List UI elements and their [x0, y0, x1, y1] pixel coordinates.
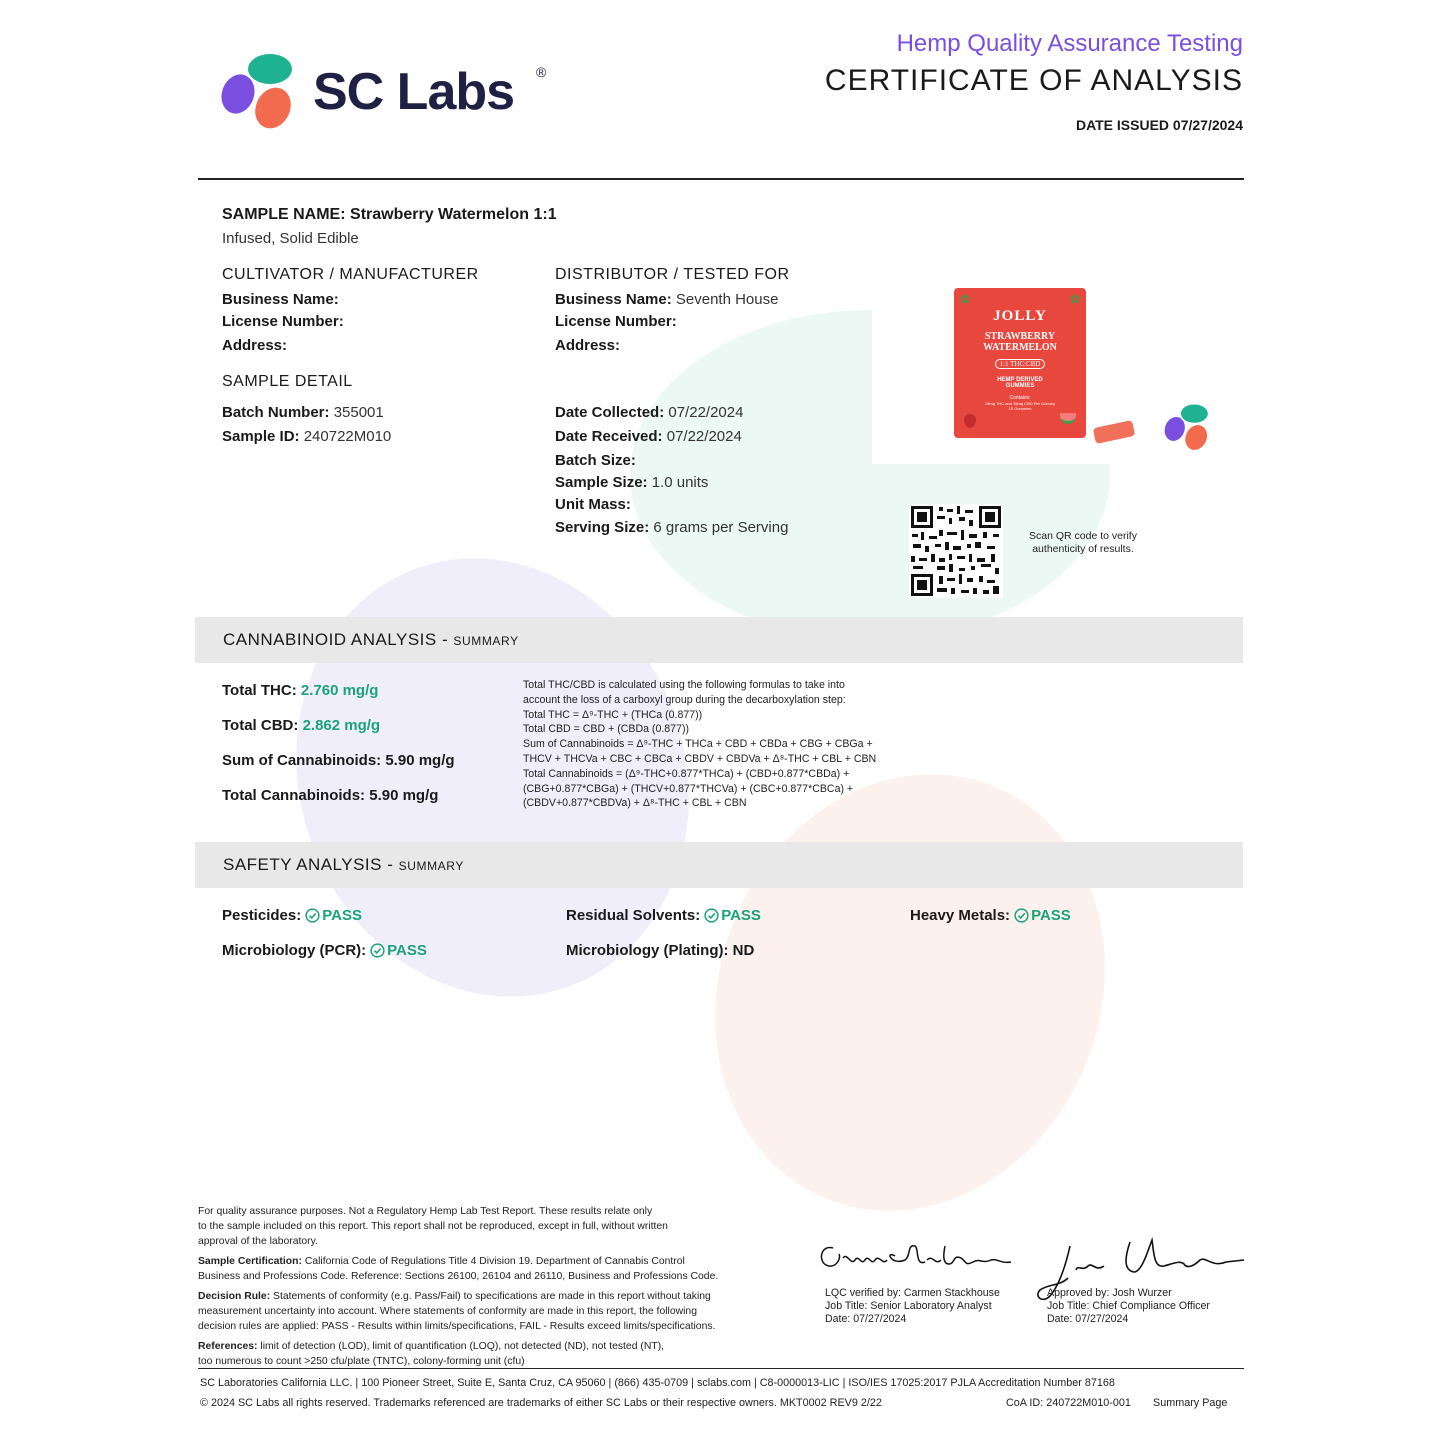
sample-id-value: 240722M010	[303, 428, 392, 445]
total-thc	[222, 682, 378, 699]
cert-line: Business and Professions Code. Reference: Sections 26100, 26104 and 26110, Business and Professions Code.	[198, 1271, 719, 1282]
product-line2: WATERMELON	[983, 342, 1057, 353]
distributor-address-label: Address:	[555, 337, 621, 354]
qr-code-icon	[909, 504, 1003, 598]
distributor-business-label: Business Name:	[555, 291, 672, 308]
pesticides-result	[222, 907, 362, 924]
logo-mark-icon	[1162, 402, 1212, 454]
formula-line: Total CBD = CBD + (CBDa (0.877))	[523, 723, 690, 736]
metals-label: Heavy Metals:	[910, 907, 1011, 924]
product-package-image	[954, 288, 1086, 438]
product-fine3: 15 Gummies	[1008, 406, 1032, 411]
date-issued: DATE ISSUED 07/27/2024	[1075, 117, 1243, 133]
residual-solvents-result	[566, 907, 761, 924]
micro-pcr-label: Microbiology (PCR):	[222, 942, 367, 959]
lab-address-line: SC Laboratories California LLC. | 100 Pioneer Street, Suite E, Santa Cruz, CA 95060 | (866) 435-0709 | sclabs.com | C8-0000013-LIC | ISO/IES 17025:2017 PJLA Accreditation Number 87168	[200, 1377, 1115, 1389]
total-cbd	[222, 717, 380, 734]
serving-size-label: Serving Size:	[555, 519, 650, 536]
approved-line2: Job Title: Chief Compliance Officer	[1047, 1300, 1210, 1312]
qr-caption-line1: Scan QR code to verify	[1029, 530, 1137, 542]
summary-page-label: Summary Page	[1153, 1397, 1228, 1409]
micro-plating-label: Microbiology (Plating):	[566, 942, 729, 959]
cannabinoid-section-header	[195, 617, 1243, 663]
formula-line: Total THC/CBD is calculated using the following formulas to take into	[523, 679, 845, 691]
cultivator-heading: CULTIVATOR / MANUFACTURER	[222, 266, 479, 283]
product-image-panel	[872, 256, 1212, 464]
qr-code[interactable]	[909, 504, 1003, 598]
sample-size-value: 1.0 units	[651, 474, 709, 491]
references	[198, 1339, 768, 1369]
approved-line1: Approved by: Josh Wurzer	[1047, 1287, 1172, 1299]
date-received-value: 07/22/2024	[666, 428, 742, 445]
sample-certification	[198, 1254, 768, 1284]
formula-line: Sum of Cannabinoids = Δ⁹-THC + THCa + CBD + CBDa + CBG + CBGa +	[523, 738, 873, 751]
microbiology-pcr-result	[222, 942, 427, 959]
solvents-label: Residual Solvents:	[566, 907, 701, 924]
microbiology-plating-result	[566, 942, 754, 959]
registered-mark: ®	[536, 64, 547, 80]
pesticides-label: Pesticides:	[222, 907, 302, 924]
metals-value: PASS	[1031, 907, 1071, 924]
cannabinoid-heading: CANNABINOID ANALYSIS -	[223, 630, 454, 649]
heavy-metals-result	[910, 907, 1071, 924]
formula-line: (CBG+0.877*CBGa) + (THCV+0.877*THCVa) + (CBC+0.877*CBCa) +	[523, 782, 854, 795]
micro-pcr-value: PASS	[387, 942, 427, 959]
formula-line: account the loss of a carboxyl group during the decarboxylation step:	[523, 693, 846, 706]
sample-name-value: Strawberry Watermelon 1:1	[350, 206, 557, 223]
decision-line: Statements of conformity (e.g. Pass/Fail) to specifications are made in this report without taking	[270, 1291, 711, 1302]
cultivator-business-label: Business Name:	[222, 291, 339, 308]
batch-number-label: Batch Number:	[222, 404, 330, 421]
qr-caption	[1024, 530, 1142, 556]
approval-info	[1047, 1287, 1210, 1326]
distributor-business	[555, 291, 778, 309]
formula-line: Total Cannabinoids = (Δ⁹-THC+0.877*THCa) + (CBD+0.877*CBDa) +	[523, 767, 850, 780]
cultivator-address-label: Address:	[222, 337, 288, 354]
report-subtitle: Hemp Quality Assurance Testing	[896, 30, 1243, 57]
formula-line: (CBDV+0.877*CBDVa) + Δ⁸-THC + CBL + CBN	[523, 797, 747, 810]
distributor-license-label: License Number:	[555, 313, 677, 330]
cannabinoid-formula-notes	[523, 678, 903, 811]
micro-plating-value: ND	[732, 942, 755, 959]
sum-of-cannabinoids	[222, 752, 455, 769]
cultivator-license-label: License Number:	[222, 313, 344, 330]
total-cbd-label: Total CBD:	[222, 717, 299, 734]
date-received	[555, 428, 742, 446]
sum-cannabinoids-label: Sum of Cannabinoids:	[222, 752, 382, 769]
sample-name-label: SAMPLE NAME:	[222, 206, 346, 223]
sum-cannabinoids-value: 5.90 mg/g	[385, 752, 455, 769]
references-line: too numerous to count >250 cfu/plate (TNTC), colony-forming unit (cfu)	[198, 1356, 525, 1367]
check-circle-icon	[305, 908, 320, 923]
serving-size-value: 6 grams per Serving	[653, 519, 789, 536]
brand-name: SC Labs	[313, 63, 515, 121]
distributor-heading: DISTRIBUTOR / TESTED FOR	[555, 266, 790, 283]
solvents-value: PASS	[721, 907, 761, 924]
sample-size	[555, 474, 708, 492]
references-line: limit of detection (LOD), limit of quantification (LOQ), not detected (ND), not tested (NT),	[257, 1341, 665, 1352]
distributor-business-value: Seventh House	[675, 291, 779, 308]
logo-mark-icon	[218, 50, 298, 135]
check-circle-icon	[370, 943, 385, 958]
total-cannabinoids-label: Total Cannabinoids:	[222, 787, 366, 804]
lqc-line3: Date: 07/27/2024	[825, 1313, 907, 1325]
watermelon-icon	[1060, 413, 1076, 424]
header-divider	[198, 178, 1244, 180]
total-cbd-value: 2.862 mg/g	[302, 717, 381, 734]
date-collected-label: Date Collected:	[555, 404, 665, 421]
decision-label: Decision Rule:	[198, 1291, 271, 1302]
qr-caption-line2: authenticity of results.	[1032, 543, 1134, 555]
product-fine1: Contains:	[1009, 395, 1031, 401]
check-circle-icon	[1014, 908, 1029, 923]
safety-heading-small: SUMMARY	[398, 859, 464, 873]
check-circle-icon	[704, 908, 719, 923]
date-received-label: Date Received:	[555, 428, 663, 445]
pesticides-value: PASS	[322, 907, 362, 924]
cert-label: Sample Certification:	[198, 1256, 302, 1267]
leaf-icon: ✿	[1069, 292, 1080, 306]
sample-id	[222, 428, 391, 446]
lqc-line1: LQC verified by: Carmen Stackhouse	[825, 1287, 1000, 1299]
total-cannabinoids-value: 5.90 mg/g	[369, 787, 439, 804]
date-collected	[555, 404, 743, 422]
serving-size	[555, 519, 788, 537]
formula-line: Total THC = Δ⁹-THC + (THCa (0.877))	[523, 708, 703, 721]
total-cannabinoids	[222, 787, 438, 804]
date-collected-value: 07/22/2024	[668, 404, 744, 421]
lqc-verification	[825, 1287, 1000, 1326]
cannabinoid-heading-small: SUMMARY	[453, 634, 519, 648]
qa-disclaimer	[198, 1204, 768, 1249]
decision-line: decision rules are applied: PASS - Results within limits/specifications, FAIL - Results exceed limits/specifications.	[198, 1321, 716, 1332]
lqc-line2: Job Title: Senior Laboratory Analyst	[825, 1300, 992, 1312]
safety-section-header	[195, 842, 1243, 888]
approved-line3: Date: 07/27/2024	[1047, 1313, 1129, 1325]
signature-carmen-stackhouse	[815, 1236, 1030, 1281]
qa-line: approval of the laboratory.	[198, 1236, 318, 1247]
references-label: References:	[198, 1341, 258, 1352]
safety-heading: SAFETY ANALYSIS -	[223, 855, 399, 874]
leaf-icon: ✿	[960, 292, 971, 306]
sample-size-label: Sample Size:	[555, 474, 648, 491]
decision-line: measurement uncertainty into account. Where statements of conformity are made in this report, the following	[198, 1306, 697, 1317]
unit-mass-label: Unit Mass:	[555, 496, 631, 513]
qa-line: For quality assurance purposes. Not a Regulatory Hemp Lab Test Report. These results relate only	[198, 1206, 653, 1217]
total-thc-label: Total THC:	[222, 682, 297, 699]
sample-detail-heading: SAMPLE DETAIL	[222, 373, 353, 390]
sample-type: Infused, Solid Edible	[222, 230, 359, 247]
coa-id: CoA ID: 240722M010-001	[1006, 1397, 1131, 1409]
product-line1: STRAWBERRY	[984, 331, 1056, 342]
sample-name	[222, 206, 557, 224]
product-desc2: GUMMIES	[1005, 383, 1035, 389]
batch-number	[222, 404, 384, 422]
batch-number-value: 355001	[333, 404, 384, 421]
product-ratio-badge: 1:1 THC:CBD	[995, 359, 1046, 369]
copyright-line: © 2024 SC Labs all rights reserved. Trademarks referenced are trademarks of either SC Labs or their respective owners. MKT0002 REV9 2/22	[200, 1397, 882, 1409]
product-desc1: HEMP DERIVED	[997, 377, 1043, 383]
batch-size-label: Batch Size:	[555, 452, 636, 469]
product-brand: JOLLY	[993, 308, 1047, 324]
decision-rule	[198, 1289, 768, 1334]
product-fine2: 15mg THC and 15mg CBD Per Gummy	[984, 401, 1056, 406]
gummy-image	[1093, 420, 1135, 444]
report-title: CERTIFICATE OF ANALYSIS	[824, 64, 1243, 97]
total-thc-value: 2.760 mg/g	[300, 682, 379, 699]
sample-id-label: Sample ID:	[222, 428, 300, 445]
cert-line: California Code of Regulations Title 4 Division 19. Department of Cannabis Control	[301, 1256, 685, 1267]
brand-logo	[218, 50, 558, 135]
formula-line: THCV + THCVa + CBC + CBCa + CBDV + CBDVa + Δ⁸-THC + CBL + CBN	[523, 752, 877, 765]
qa-line: to the sample included on this report. This report shall not be reproduced, except in full, without written	[198, 1221, 668, 1232]
strawberry-icon	[964, 414, 976, 428]
